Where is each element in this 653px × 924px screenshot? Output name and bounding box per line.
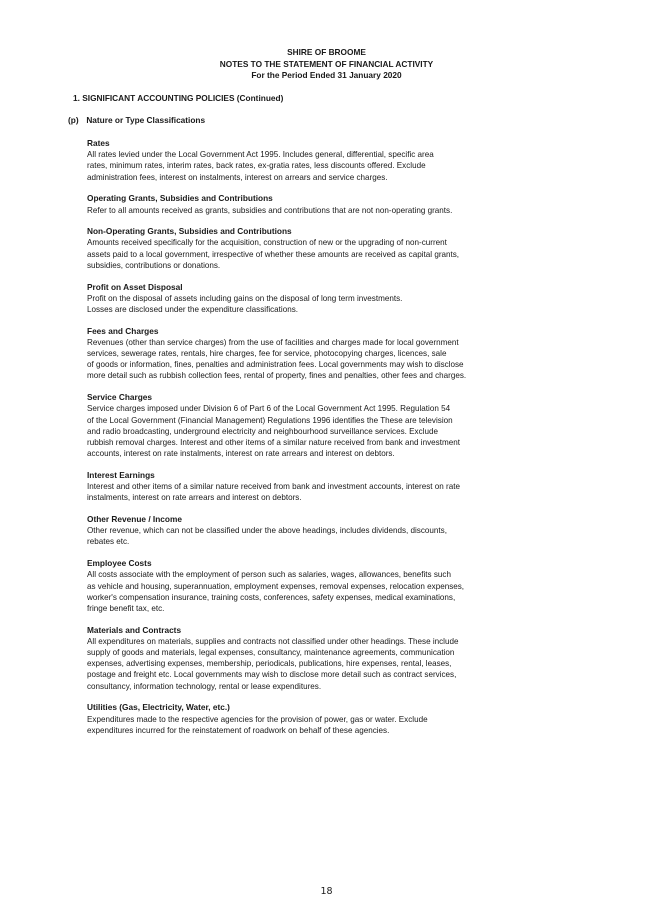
classification-title: Other Revenue / Income	[87, 513, 182, 524]
classification-section	[87, 226, 497, 271]
classification-title: Utilities (Gas, Electricity, Water, etc.)	[87, 702, 230, 713]
classification-section	[87, 625, 497, 692]
classification-text-line: services, sewerage rates, rentals, hire charges, fee for service, photocopying charges, licences, sale	[87, 349, 447, 359]
classification-section	[87, 470, 497, 504]
classification-section	[87, 282, 497, 316]
classification-section	[87, 702, 497, 736]
classification-title: Fees and Charges	[87, 325, 159, 336]
classification-text-line: expenditures incurred for the reinstatement of roadwork on behalf of these agencies.	[87, 725, 390, 735]
classification-title: Interest Earnings	[87, 469, 155, 480]
subsection-title: Nature or Type Classifications	[86, 115, 206, 125]
period-label: For the Period Ended 31 January 2020	[251, 70, 402, 80]
classification-title: Operating Grants, Subsidies and Contributions	[87, 193, 273, 204]
page-header	[0, 47, 653, 82]
classification-text-line: expenses, advertising expenses, membership, periodicals, publications, hire expenses, rental, leases,	[87, 659, 452, 669]
classification-text-line: of goods or information, fines, penalties and administration fees. Local governments may wish to disclose	[87, 360, 464, 370]
classification-text-line: subsidies, contributions or donations.	[87, 260, 221, 270]
classification-text-line: Amounts received specifically for the acquisition, construction of new or the upgrading of non-current	[87, 238, 447, 248]
classification-text-line: consultancy, information technology, rental or lease expenditures.	[87, 681, 322, 691]
classification-text-line: rates, minimum rates, interim rates, back rates, ex-gratia rates, less discounts offered. Exclude	[87, 161, 426, 171]
classification-text-line: rubbish removal charges. Interest and other items of a similar nature received from bank and investment	[87, 437, 460, 447]
classification-title: Non-Operating Grants, Subsidies and Contributions	[87, 226, 292, 237]
classification-text-line: Profit on the disposal of assets including gains on the disposal of long term investments.	[87, 293, 403, 303]
page-number: 18	[320, 886, 333, 897]
classification-section	[87, 392, 497, 459]
classification-text-line: accounts, interest on rate instalments, interest on rate arrears and interest on debtors.	[87, 449, 395, 459]
classification-text-line: worker's compensation insurance, training costs, conferences, safety expenses, medical examinations,	[87, 592, 456, 602]
classification-text-line: Losses are disclosed under the expenditure classifications.	[87, 304, 299, 314]
classification-list	[87, 138, 497, 746]
classification-text-line: instalments, interest on rate arrears and interest on debtors.	[87, 493, 302, 503]
subsection-label: (p)	[68, 115, 79, 125]
classification-text-line: rebates etc.	[87, 537, 130, 547]
classification-text-line: administration fees, interest on instalments, interest on arrears and service charges.	[87, 172, 388, 182]
classification-section	[87, 558, 497, 614]
classification-text-line: Revenues (other than service charges) from the use of facilities and charges made for local government	[87, 337, 459, 347]
classification-section	[87, 138, 497, 183]
classification-section	[87, 326, 497, 382]
classification-text-line: Refer to all amounts received as grants, subsidies and contributions that are not non-operating grants.	[87, 205, 453, 215]
statement-title: NOTES TO THE STATEMENT OF FINANCIAL ACTIVITY	[219, 58, 434, 69]
classification-text-line: Service charges imposed under Division 6 of Part 6 of the Local Government Act 1995. Regulation 54	[87, 404, 451, 414]
subsection-heading	[68, 115, 205, 126]
classification-section	[87, 514, 497, 548]
classification-text-line: Other revenue, which can not be classified under the above headings, includes dividends, discounts,	[87, 526, 447, 536]
classification-text-line: fringe benefit tax, etc.	[87, 603, 165, 613]
classification-text-line: postage and freight etc. Local governments may wish to disclose more detail such as contract services,	[87, 670, 457, 680]
classification-text-line: assets paid to a local government, irrespective of whether these amounts are received as capital grants,	[87, 249, 460, 259]
section-heading: 1. SIGNIFICANT ACCOUNTING POLICIES (Continued)	[73, 93, 284, 103]
classification-text-line: as vehicle and housing, superannuation, employment expenses, removal expenses, relocation expenses,	[87, 581, 465, 591]
classification-text-line: Expenditures made to the respective agencies for the provision of power, gas or water. Exclude	[87, 714, 428, 724]
classification-text-line: supply of goods and materials, legal expenses, consultancy, maintenance agreements, communication	[87, 648, 455, 658]
org-name: SHIRE OF BROOME	[287, 47, 366, 57]
classification-text-line: Interest and other items of a similar nature received from bank and investment accounts, interest on rate	[87, 482, 460, 492]
classification-section	[87, 193, 497, 215]
classification-text-line: more detail such as rubbish collection fees, rental of property, fines and penalties, other fees and charges.	[87, 371, 467, 381]
classification-title: Profit on Asset Disposal	[87, 281, 183, 292]
classification-title: Employee Costs	[87, 558, 152, 569]
classification-title: Service Charges	[87, 392, 153, 403]
classification-text-line: All expenditures on materials, supplies and contracts not classified under other headings. These include	[87, 636, 459, 646]
classification-text-line: All costs associate with the employment of person such as salaries, wages, allowances, benefits such	[87, 570, 451, 580]
classification-title: Rates	[87, 138, 110, 148]
classification-text-line: of the Local Government (Financial Management) Regulations 1996 identifies the These are television	[87, 415, 453, 425]
classification-text-line: All rates levied under the Local Government Act 1995. Includes general, differential, specific area	[87, 150, 434, 160]
classification-text-line: and radio broadcasting, underground electricity and neighbourhood surveillance services. Exclude	[87, 426, 438, 436]
classification-title: Materials and Contracts	[87, 624, 182, 635]
